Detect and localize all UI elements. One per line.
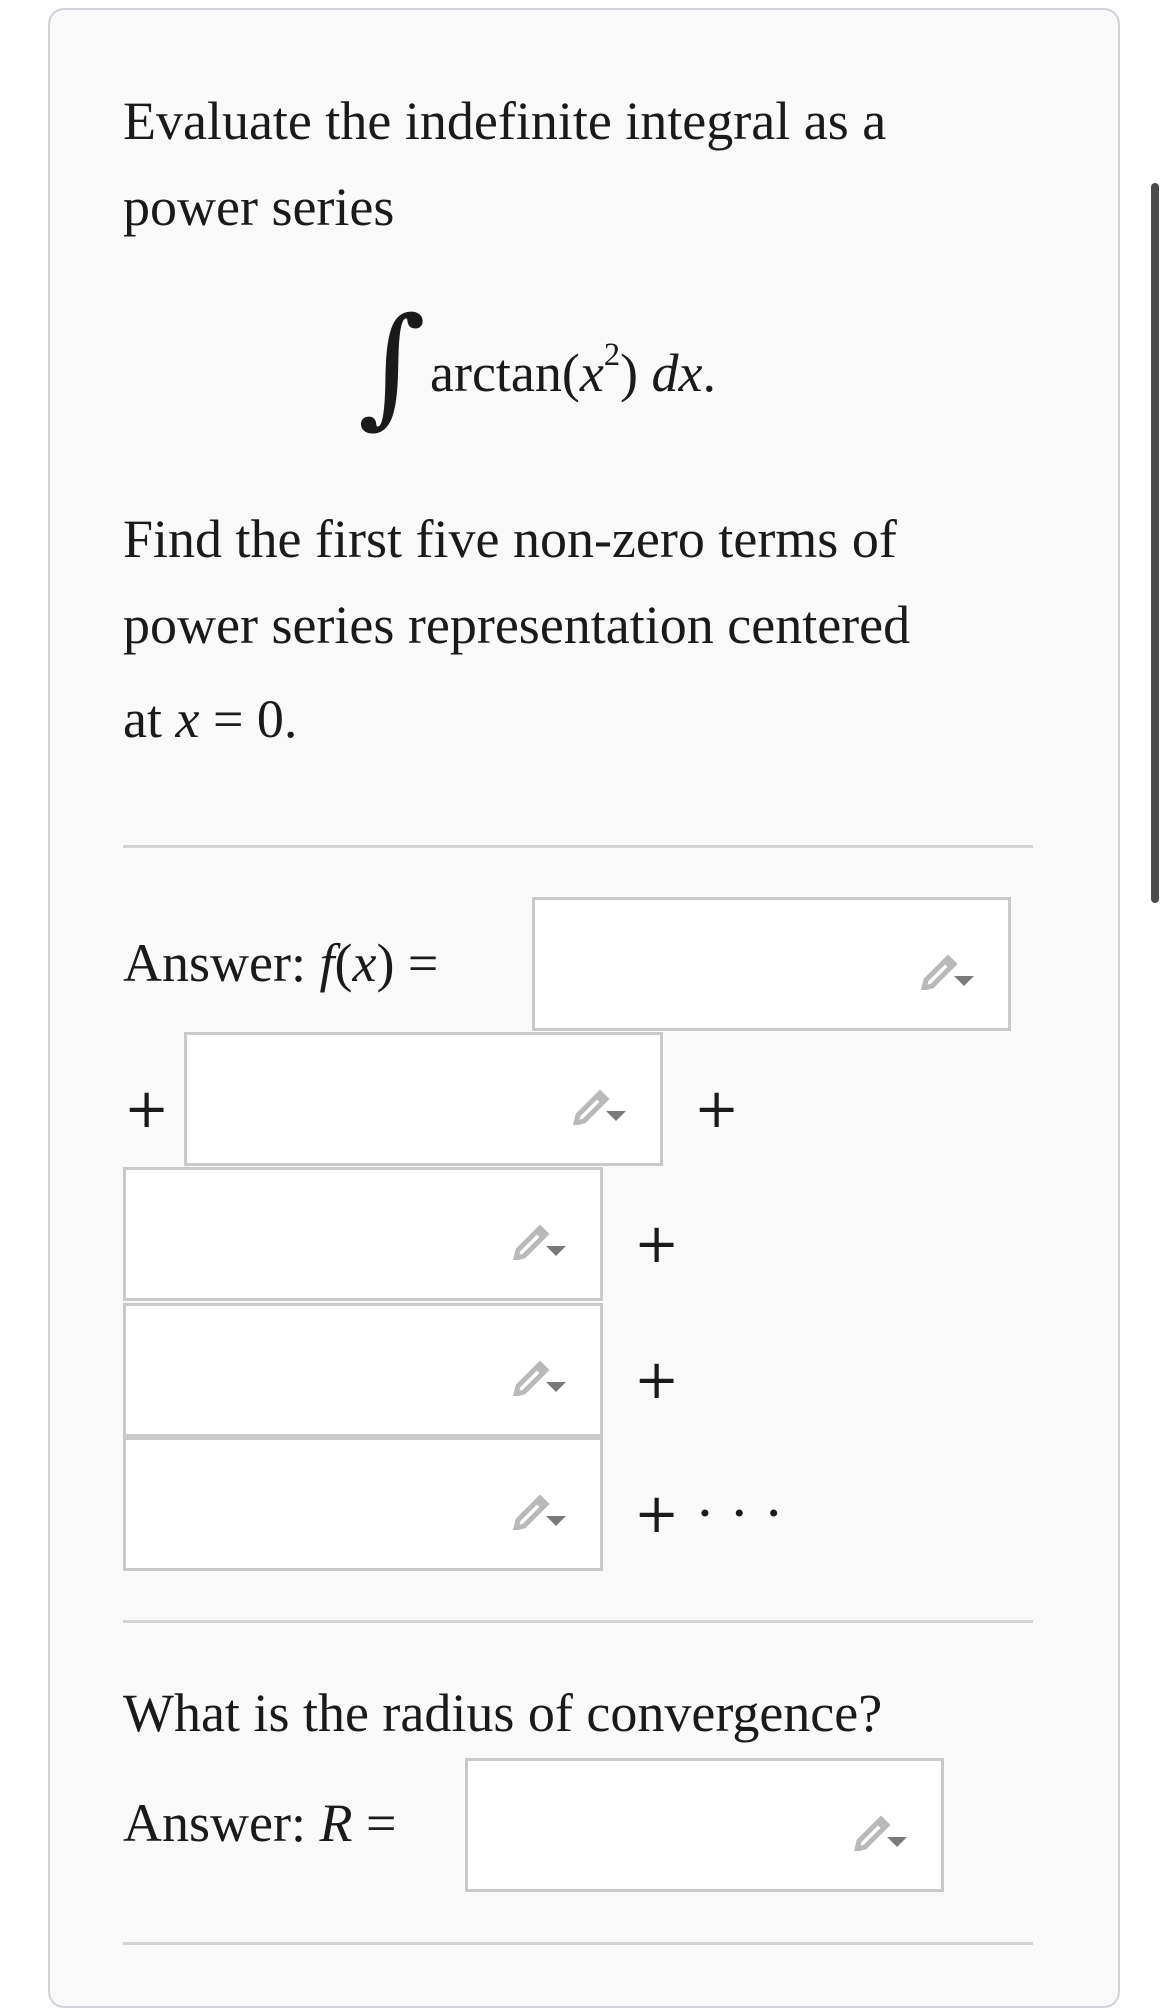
plus-sign: + [694, 1077, 740, 1140]
integral-close: ) [620, 343, 639, 403]
find-line-3 [123, 689, 298, 749]
radius-answer-label [123, 1793, 397, 1853]
answer-close: ) [376, 933, 395, 993]
radius-input[interactable] [465, 1758, 944, 1892]
term-3-input[interactable] [123, 1167, 603, 1301]
term-1-input[interactable] [532, 897, 1011, 1031]
integral-period: . [702, 343, 716, 403]
pencil-dropdown-icon[interactable] [566, 1081, 630, 1125]
find-var: x [175, 689, 200, 749]
find-eq: = 0. [199, 689, 298, 749]
divider [123, 1942, 1033, 1945]
answer-func: f [319, 933, 335, 993]
radius-eq: = [352, 1793, 397, 1853]
integral-diff: dx [651, 343, 703, 403]
plus-sign: + [634, 1212, 680, 1275]
pencil-dropdown-icon[interactable] [847, 1807, 911, 1851]
pencil-dropdown-icon[interactable] [914, 946, 978, 990]
plus-ellipsis: + · · · [634, 1482, 783, 1545]
radius-var: R [319, 1793, 353, 1853]
integral-expression [430, 337, 716, 403]
integral-sign: ∫ [358, 289, 426, 441]
answer-open: ( [334, 933, 353, 993]
pencil-dropdown-icon[interactable] [506, 1486, 570, 1530]
term-4-input[interactable] [123, 1303, 603, 1437]
question-line-2: power series [123, 177, 395, 237]
term-2-input[interactable] [184, 1032, 663, 1166]
integral-power: 2 [603, 337, 621, 374]
term-5-input[interactable] [123, 1437, 603, 1571]
answer-label: Answer: [123, 933, 320, 993]
divider [123, 845, 1033, 848]
pencil-dropdown-icon[interactable] [506, 1216, 570, 1260]
find-prefix: at [123, 689, 176, 749]
radius-question: What is the radius of convergence? [123, 1683, 883, 1743]
find-line-2: power series representation centered [123, 595, 911, 655]
integral-var: x [579, 343, 604, 403]
answer-var: x [352, 933, 377, 993]
radius-label: Answer: [123, 1793, 320, 1853]
scrollbar[interactable] [1151, 183, 1159, 903]
divider [123, 1620, 1033, 1623]
plus-sign: + [124, 1077, 170, 1140]
answer-eq: = [394, 933, 439, 993]
plus-sign: + [634, 1348, 680, 1411]
find-line-1: Find the first five non-zero terms of [123, 509, 897, 569]
series-answer-label [123, 933, 439, 993]
pencil-dropdown-icon[interactable] [506, 1352, 570, 1396]
question-line-1: Evaluate the indefinite integral as a [123, 91, 887, 151]
integral-func: arctan( [430, 343, 580, 403]
